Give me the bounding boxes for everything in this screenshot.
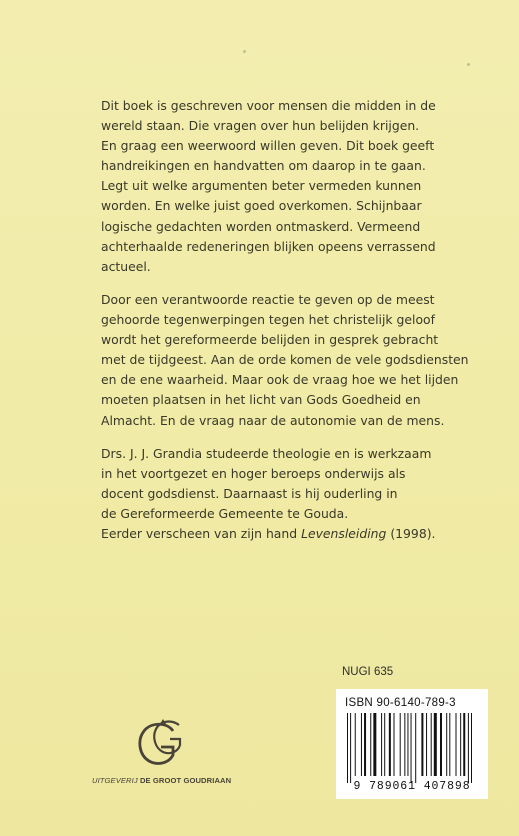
barcode-bar bbox=[389, 713, 391, 776]
text-line: docent godsdienst. Daarnaast is hij ouderling in bbox=[101, 486, 398, 502]
barcode-bar bbox=[468, 713, 469, 783]
text-line: Dit boek is geschreven voor mensen die midden in de bbox=[101, 98, 436, 113]
author-bio bbox=[101, 444, 436, 544]
text-line: gehoorde tegenwerpingen tegen het christelijk geloof bbox=[101, 312, 435, 328]
blurb-paragraph-content bbox=[101, 290, 469, 431]
text-line: Legt uit welke argumenten beter vermeden kunnen bbox=[101, 178, 422, 194]
ean-number: 9 789061 407898 bbox=[353, 780, 471, 793]
barcode bbox=[341, 713, 483, 785]
barcode-bar bbox=[434, 713, 437, 776]
barcode-bar bbox=[384, 713, 385, 776]
barcode-bar bbox=[373, 713, 376, 776]
text-line: in het voortgezet en hoger beroeps onderwijs als bbox=[101, 466, 406, 482]
text-line: wereld staan. Die vragen over hun belijden krijgen. bbox=[101, 118, 420, 134]
barcode-bar bbox=[355, 713, 356, 776]
earlier-prefix: Eerder verscheen van zijn hand bbox=[101, 526, 302, 542]
text-line: En graag een weerwoord willen geven. Dit boek geeft bbox=[101, 138, 435, 154]
text-line: wordt het gereformeerde belijden in gesprek gebracht bbox=[101, 332, 439, 348]
barcode-bar bbox=[404, 713, 405, 776]
text-line: de Gereformeerde Gemeente te Gouda. bbox=[101, 506, 349, 522]
barcode-bar bbox=[347, 713, 348, 783]
text-line: worden. En welke juist goed overkomen. Schijnbaar bbox=[101, 198, 422, 214]
barcode-bar bbox=[350, 713, 351, 783]
barcode-bar bbox=[440, 713, 442, 776]
earlier-work-line bbox=[101, 524, 436, 544]
isbn-text: ISBN 90-6140-789-3 bbox=[345, 697, 456, 709]
text-line: Door een verantwoorde reactie te geven op de meest bbox=[101, 292, 435, 307]
barcode-bar bbox=[411, 713, 412, 783]
barcode-bar bbox=[364, 713, 366, 776]
barcode-bar bbox=[381, 713, 382, 776]
barcode-bar bbox=[415, 713, 416, 783]
barcode-bar bbox=[400, 713, 401, 776]
earlier-year: (1998). bbox=[386, 526, 436, 542]
barcode-bar bbox=[431, 713, 432, 776]
blurb-paragraph-intro bbox=[101, 96, 436, 277]
publisher-prefix: UITGEVERIJ bbox=[92, 776, 138, 785]
text-line: met de tijdgeest. Aan de orde komen de vele godsdiensten bbox=[101, 352, 469, 368]
text-line: actueel. bbox=[101, 258, 151, 274]
barcode-bar bbox=[421, 713, 423, 776]
text-line: moeten plaatsen in het licht van Gods Goedheid en bbox=[101, 392, 421, 408]
text-line: logische gedachten worden ontmaskerd. Vermeend bbox=[101, 218, 421, 234]
barcode-label bbox=[336, 689, 488, 799]
earlier-book-title: Levensleiding bbox=[301, 526, 387, 542]
barcode-bar bbox=[361, 713, 362, 776]
text-line: en de ene waarheid. Maar ook de vraag hoe we het lijden bbox=[101, 372, 459, 388]
barcode-bar bbox=[463, 713, 465, 776]
barcode-bar bbox=[456, 713, 457, 776]
publisher-name bbox=[92, 776, 231, 785]
barcode-bar bbox=[446, 713, 447, 776]
barcode-bar bbox=[370, 713, 371, 776]
barcode-bar bbox=[394, 713, 395, 776]
barcode-bar bbox=[426, 713, 427, 776]
gg-monogram-logo-icon bbox=[133, 717, 187, 769]
publisher-title: DE GROOT GOUDRIAAN bbox=[139, 776, 232, 785]
nugi-code: NUGI 635 bbox=[342, 666, 394, 678]
text-line: handreikingen en handvatten om daarop in te gaan. bbox=[101, 158, 426, 174]
text-line: achterhaalde redeneringen blijken opeens verrassend bbox=[101, 238, 436, 254]
print-speck bbox=[467, 63, 470, 66]
barcode-bar bbox=[460, 713, 461, 776]
print-speck bbox=[243, 50, 246, 53]
barcode-bar bbox=[471, 713, 472, 783]
barcode-bar bbox=[407, 713, 408, 776]
barcode-bar bbox=[449, 713, 450, 776]
text-line: Drs. J. J. Grandia studeerde theologie en is werkzaam bbox=[101, 446, 432, 461]
text-line: Almacht. En de vraag naar de autonomie van de mens. bbox=[101, 412, 445, 428]
